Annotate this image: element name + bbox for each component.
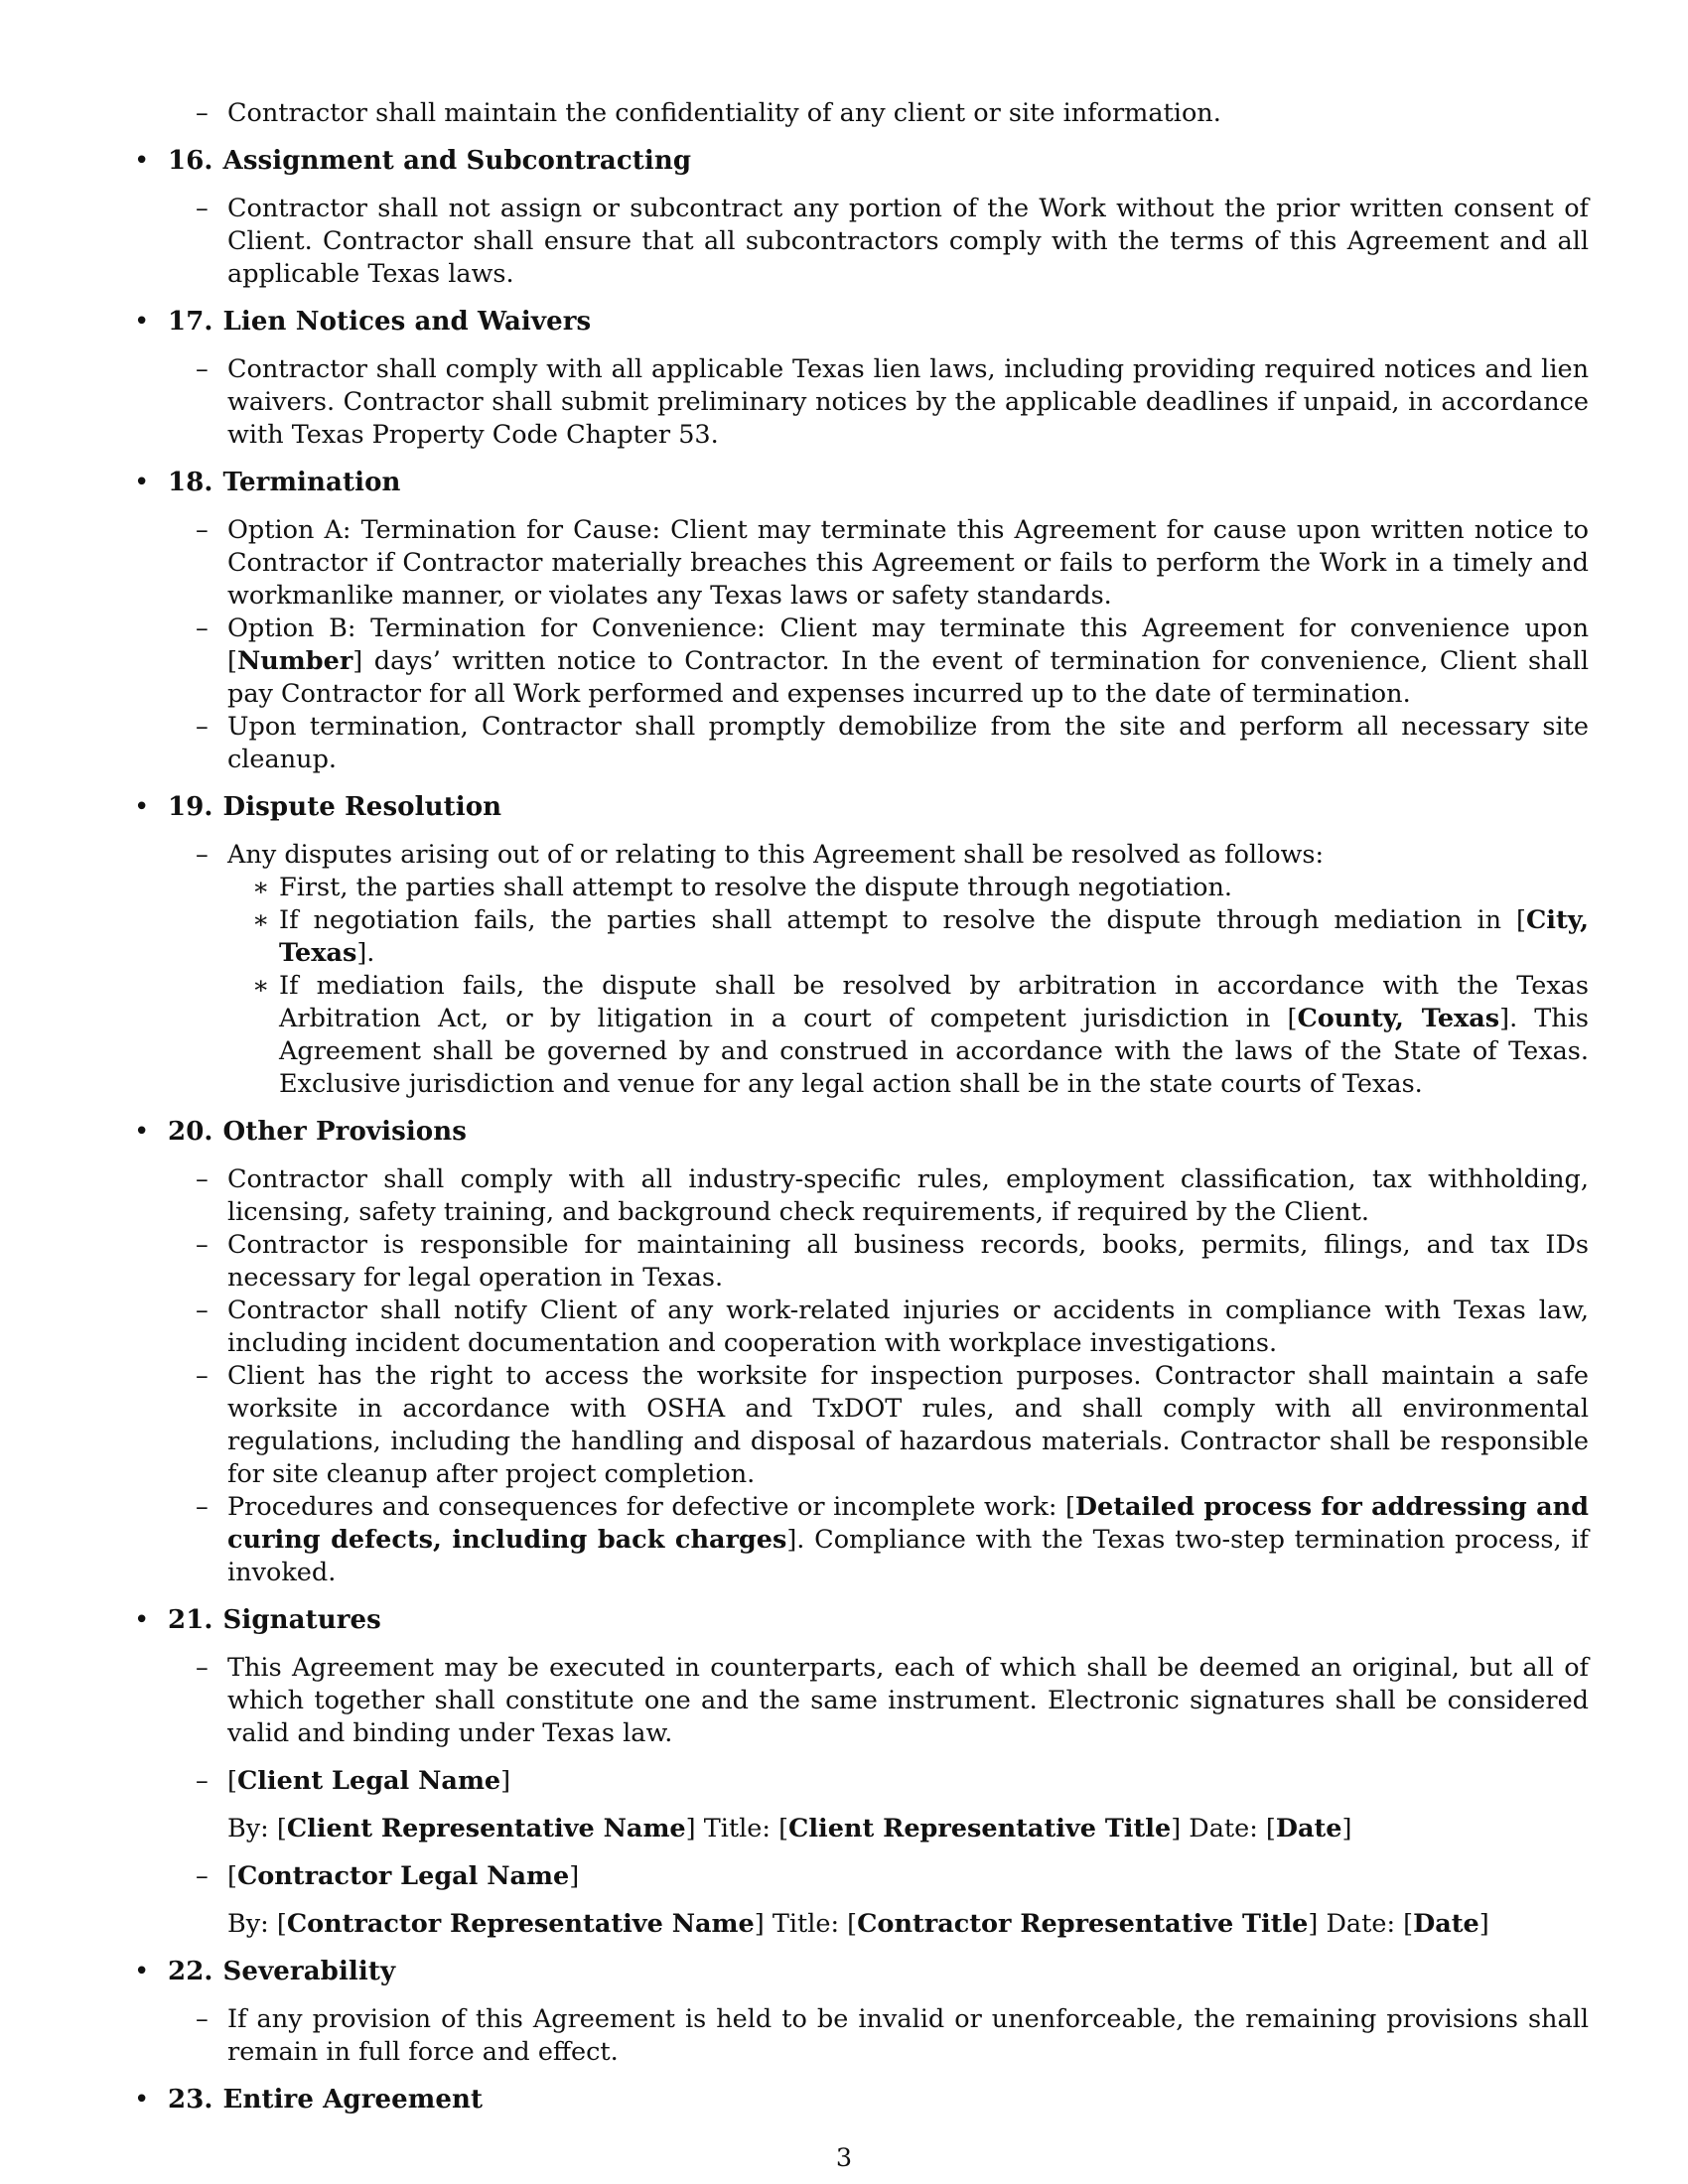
asterisk-marker: ∗ <box>252 971 270 1001</box>
dash-marker: – <box>196 354 209 384</box>
dash-marker: – <box>196 1861 209 1891</box>
bullet-icon: • <box>134 146 150 176</box>
dash-marker: – <box>196 1230 209 1260</box>
dash-marker: – <box>196 1164 209 1194</box>
list-item: – Any disputes arising out of or relating to this Agreement shall be resolved as follows: ∗ First, the parties shall attempt to resolve the dispute through negotiation. ∗ If negotiation fails, the parties shall attempt to resolve the dispute through mediation in [City, Texas]. ∗ If mediation fails, the dispute shall be resolved by arbitration in accordance with the Texas Arbitration Act, or by litigation in a court of competent jurisdiction in [County, Texas]. This Agreement shall be governed by and construed in accordance with the laws of the State of Texas. Exclusive jurisdiction and venue for any legal action shall be in the state courts of Texas. <box>196 840 1589 1099</box>
list-item: – Option B: Termination for Convenience: Client may terminate this Agreement for convenience upon [Number] days’ written notice to Contractor. In the event of termination for convenience, Client shall pay Contractor for all Work performed and expenses incurred up to the date of termination. <box>196 614 1589 709</box>
section-19 <box>134 791 1589 1101</box>
section-heading: • 16. Assignment and Subcontracting <box>134 146 692 176</box>
bullet-icon: • <box>134 1605 150 1635</box>
section-20 <box>134 1116 1589 1589</box>
list-item: – Upon termination, Contractor shall promptly demobilize from the site and perform all necessary site cleanup. <box>196 712 1589 774</box>
bullet-icon: • <box>134 307 150 337</box>
sub-list-item: ∗ If negotiation fails, the parties shall attempt to resolve the dispute through mediation in [City, Texas]. <box>252 905 1589 968</box>
section-heading: • 22. Severability <box>134 1957 396 1986</box>
bullet-icon: • <box>134 468 150 497</box>
signature-party-contractor: – [Contractor Legal Name] <box>196 1861 580 1891</box>
dash-marker: – <box>196 1492 209 1522</box>
bullet-icon: • <box>134 792 150 822</box>
dash-marker: – <box>196 98 209 128</box>
list-item: – Contractor shall maintain the confidentiality of any client or site information. <box>196 98 1221 128</box>
bullet-icon: • <box>134 2085 150 2115</box>
section-heading: • 20. Other Provisions <box>134 1117 467 1147</box>
asterisk-marker: ∗ <box>252 905 270 935</box>
list-item: – Procedures and consequences for defective or incomplete work: [Detailed process for addressing and curing defects, including back charges]. Compliance with the Texas two-step termination process, if invoked. <box>196 1492 1589 1587</box>
list-item: – Contractor is responsible for maintaining all business records, books, permits, filings, and tax IDs necessary for legal operation in Texas. <box>196 1230 1589 1293</box>
list-item: – Option A: Termination for Cause: Client may terminate this Agreement for cause upon written notice to Contractor if Contractor materially breaches this Agreement or fails to perform the Work in a timely and workmanlike manner, or violates any Texas laws or safety standards. <box>196 515 1589 611</box>
list-item: – Contractor shall notify Client of any work-related injuries or accidents in compliance with Texas law, including incident documentation and cooperation with workplace investigations. <box>196 1296 1589 1358</box>
dash-marker: – <box>196 194 209 223</box>
asterisk-marker: ∗ <box>252 873 270 902</box>
list-item: – This Agreement may be executed in counterparts, each of which shall be deemed an original, but all of which together shall constitute one and the same instrument. Electronic signatures shall be considered valid and binding under Texas law. <box>196 1653 1589 1748</box>
section-heading: • 17. Lien Notices and Waivers <box>134 307 592 337</box>
document-body <box>134 97 1589 2131</box>
dash-marker: – <box>196 614 209 643</box>
signature-line-client: By: [Client Representative Name] Title: [Client Representative Title] Date: [Date] <box>227 1814 1352 1843</box>
section-heading: • 21. Signatures <box>134 1605 381 1635</box>
section-heading: • 18. Termination <box>134 468 401 497</box>
section-21 <box>134 1604 1589 1941</box>
dash-marker: – <box>196 1766 209 1796</box>
section-18 <box>134 467 1589 776</box>
sub-list <box>227 872 1589 1101</box>
signature-line-contractor: By: [Contractor Representative Name] Title: [Contractor Representative Title] Date: [Date] <box>227 1909 1489 1939</box>
dash-marker: – <box>196 840 209 870</box>
dash-marker: – <box>196 2004 209 2034</box>
list-item: – Contractor shall comply with all applicable Texas lien laws, including providing required notices and lien waivers. Contractor shall submit preliminary notices by the applicable deadlines if unpaid, in accordance with Texas Property Code Chapter 53. <box>196 354 1589 450</box>
dash-marker: – <box>196 712 209 742</box>
list-item: – Contractor shall not assign or subcontract any portion of the Work without the prior written consent of Client. Contractor shall ensure that all subcontractors comply with the terms of this Agreement and all applicable Texas laws. <box>196 194 1589 289</box>
bullet-icon: • <box>134 1117 150 1147</box>
dash-marker: – <box>196 515 209 545</box>
list-item: – Contractor shall comply with all industry-specific rules, employment classification, tax withholding, licensing, safety training, and background check requirements, if required by the Client. <box>196 1164 1589 1227</box>
section-23 <box>134 2084 1589 2116</box>
section-heading: • 23. Entire Agreement <box>134 2085 484 2115</box>
dash-marker: – <box>196 1296 209 1325</box>
list-item: – If any provision of this Agreement is held to be invalid or unenforceable, the remaining provisions shall remain in full force and effect. <box>196 2004 1589 2067</box>
bullet-icon: • <box>134 1957 150 1986</box>
section-17 <box>134 306 1589 452</box>
sub-list-item: ∗ If mediation fails, the dispute shall be resolved by arbitration in accordance with the Texas Arbitration Act, or by litigation in a court of competent jurisdiction in [County, Texas]. This Agreement shall be governed by and construed in accordance with the laws of the State of Texas. Exclusive jurisdiction and venue for any legal action shall be in the state courts of Texas. <box>252 971 1589 1099</box>
section-16 <box>134 145 1589 291</box>
dash-marker: – <box>196 1361 209 1391</box>
sub-list-item: ∗ First, the parties shall attempt to resolve the dispute through negotiation. <box>252 873 1232 902</box>
section-22 <box>134 1956 1589 2069</box>
dash-marker: – <box>196 1653 209 1683</box>
signature-party-client: – [Client Legal Name] <box>196 1766 511 1796</box>
list-item: – Client has the right to access the worksite for inspection purposes. Contractor shall maintain a safe worksite in accordance with OSHA and TxDOT rules, and shall comply with all environmental regulations, including the handling and disposal of hazardous materials. Contractor shall be responsible for site cleanup after project completion. <box>196 1361 1589 1489</box>
section-heading: • 19. Dispute Resolution <box>134 792 502 822</box>
page-number: 3 <box>835 2143 853 2173</box>
